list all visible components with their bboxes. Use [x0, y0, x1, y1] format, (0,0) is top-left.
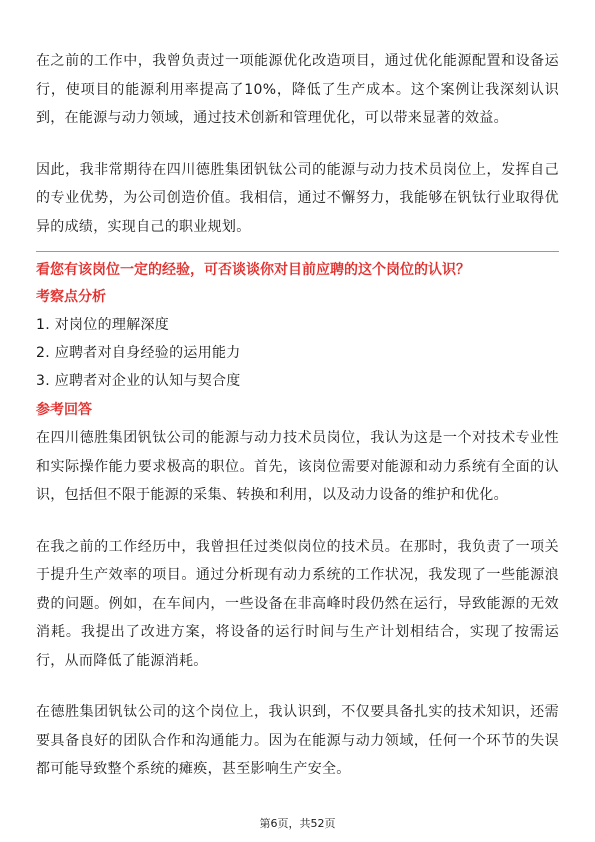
paragraph-gap [36, 133, 559, 156]
analysis-item: 2. 应聘者对自身经验的运用能力 [36, 345, 241, 361]
answer-paragraph: 在我之前的工作经历中，我曾担任过类似岗位的技术员。在那时，我负责了一项关于提升生产效率的项目。通过分析现有动力系统的工作状况，我发现了一些能源浪费的问题。例如，在车间内，一些设备在非高峰时段仍然在运行，导致能源的无效消耗。我提出了改进方案，将设备的运行时间与生产计划相结合，实现了按需运行，从而降低了能源消耗。 [36, 538, 559, 669]
answer-paragraph: 在四川德胜集团钒钛公司的能源与动力技术员岗位，我认为这是一个对技术专业性和实际操作能力要求极高的职位。首先，该岗位需要对能源和动力系统有全面的认识，包括但不限于能源的采集、转换和利用，以及动力设备的维护和优化。 [36, 430, 559, 503]
paragraph-gap [36, 675, 559, 698]
answer-heading: 参考回答 [36, 402, 92, 418]
section-divider [36, 251, 559, 252]
analysis-item: 3. 应聘者对企业的认知与契合度 [36, 373, 241, 389]
page-number: 第6页，共52页 [259, 817, 336, 830]
body-paragraph: 在之前的工作中，我曾负责过一项能源优化改造项目，通过优化能源配置和设备运行，使项目的能源利用率提高了10%，降低了生产成本。这个案例让我深刻认识到，在能源与动力领域，通过技术创新和管理优化，可以带来显著的效益。 [36, 53, 559, 126]
document-page [36, 47, 559, 784]
analysis-item: 1. 对岗位的理解深度 [36, 317, 170, 333]
paragraph-gap [36, 510, 559, 533]
analysis-heading: 考察点分析 [36, 289, 106, 305]
answer-paragraph: 在德胜集团钒钛公司的这个岗位上，我认识到，不仅要具备扎实的技术知识，还需要具备良好的团队合作和沟通能力。因为在能源与动力领域，任何一个环节的失误都可能导致整个系统的瘫痪，甚至影响生产安全。 [36, 704, 559, 777]
interview-question: 看您有该岗位一定的经验，可否谈谈你对目前应聘的这个岗位的认识？ [36, 262, 470, 278]
body-paragraph: 因此，我非常期待在四川德胜集团钒钛公司的能源与动力技术员岗位上，发挥自己的专业优势，为公司创造价值。我相信，通过不懈努力，我能够在钒钛行业取得优异的成绩，实现自己的职业规划。 [36, 161, 559, 235]
